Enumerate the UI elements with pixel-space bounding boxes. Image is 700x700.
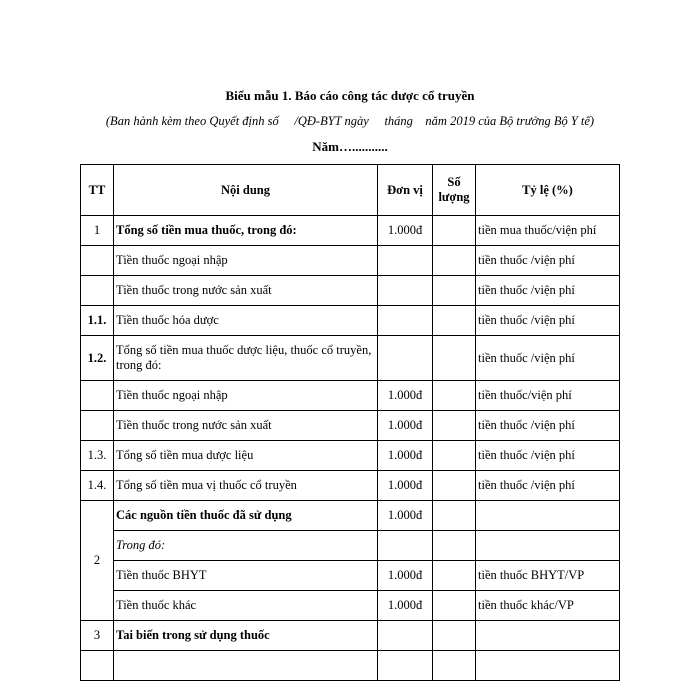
row-content: Tiền thuốc ngoại nhập — [114, 381, 378, 411]
row-unit — [378, 276, 433, 306]
row-tt: 1.3. — [81, 441, 114, 471]
header-tt: TT — [81, 165, 114, 216]
row-unit — [378, 306, 433, 336]
table-row — [81, 621, 620, 651]
row-quantity — [433, 246, 476, 276]
row-content: Tiền thuốc ngoại nhập — [114, 246, 378, 276]
row-ratio: tiền thuốc /viện phí — [476, 411, 620, 441]
row-content: Tổng số tiền mua thuốc, trong đó: — [114, 216, 378, 246]
table-row — [81, 306, 620, 336]
row-ratio — [476, 531, 620, 561]
row-unit — [378, 531, 433, 561]
year-line: Năm…........... — [312, 139, 388, 154]
header-quantity-line2: lượng — [438, 190, 470, 204]
row-tt: 1.1. — [81, 306, 114, 336]
row-tt — [81, 381, 114, 411]
header-unit: Đơn vị — [378, 165, 433, 216]
row-unit — [378, 246, 433, 276]
row-content: Tiền thuốc BHYT — [114, 561, 378, 591]
header-ratio: Tỷ lệ (%) — [476, 165, 620, 216]
row-quantity — [433, 441, 476, 471]
row-quantity — [433, 276, 476, 306]
row-content: Tiền thuốc trong nước sản xuất — [114, 276, 378, 306]
row-unit: 1.000đ — [378, 381, 433, 411]
row-unit: 1.000đ — [378, 441, 433, 471]
row-ratio: tiền mua thuốc/viện phí — [476, 216, 620, 246]
row-ratio: tiền thuốc /viện phí — [476, 246, 620, 276]
table-row — [81, 411, 620, 441]
table-row — [81, 561, 620, 591]
table-row — [81, 216, 620, 246]
row-ratio: tiền thuốc/viện phí — [476, 381, 620, 411]
row-quantity — [433, 471, 476, 501]
row-tt: 3 — [81, 621, 114, 651]
row-quantity — [433, 411, 476, 441]
table-row — [81, 441, 620, 471]
row-ratio: tiền thuốc /viện phí — [476, 336, 620, 381]
row-quantity — [433, 651, 476, 681]
row-tt: 2 — [81, 501, 114, 621]
row-ratio — [476, 621, 620, 651]
row-unit: 1.000đ — [378, 591, 433, 621]
row-quantity — [433, 306, 476, 336]
row-ratio: tiền thuốc /viện phí — [476, 471, 620, 501]
row-quantity — [433, 621, 476, 651]
table-row — [81, 531, 620, 561]
table-row — [81, 651, 620, 681]
row-ratio — [476, 651, 620, 681]
form-title: Biểu mẫu 1. Báo cáo công tác dược cổ truyền — [225, 88, 475, 103]
header-quantity — [433, 165, 476, 216]
row-content: Tổng số tiền mua dược liệu — [114, 441, 378, 471]
row-content: Trong đó: — [114, 531, 378, 561]
form-subtitle: (Ban hành kèm theo Quyết định số /QĐ-BYT ngày tháng năm 2019 của Bộ trưởng Bộ Y tế) — [105, 114, 595, 128]
table-row — [81, 501, 620, 531]
row-quantity — [433, 336, 476, 381]
table-row — [81, 276, 620, 306]
row-unit: 1.000đ — [378, 471, 433, 501]
row-ratio: tiền thuốc khác/VP — [476, 591, 620, 621]
row-content: Tai biến trong sử dụng thuốc — [114, 621, 378, 651]
row-ratio: tiền thuốc BHYT/VP — [476, 561, 620, 591]
row-tt — [81, 246, 114, 276]
row-unit — [378, 336, 433, 381]
table-row — [81, 591, 620, 621]
row-tt — [81, 276, 114, 306]
row-quantity — [433, 561, 476, 591]
row-tt — [81, 411, 114, 441]
row-ratio — [476, 501, 620, 531]
row-quantity — [433, 591, 476, 621]
row-unit: 1.000đ — [378, 411, 433, 441]
row-ratio: tiền thuốc /viện phí — [476, 441, 620, 471]
row-quantity — [433, 381, 476, 411]
row-content — [114, 651, 378, 681]
table-row — [81, 471, 620, 501]
row-content: Tiền thuốc khác — [114, 591, 378, 621]
row-quantity — [433, 216, 476, 246]
row-ratio: tiền thuốc /viện phí — [476, 306, 620, 336]
row-tt: 1.2. — [81, 336, 114, 381]
row-quantity — [433, 501, 476, 531]
row-content: Tổng số tiền mua vị thuốc cổ truyền — [114, 471, 378, 501]
row-unit — [378, 621, 433, 651]
row-tt — [81, 651, 114, 681]
header-content: Nội dung — [114, 165, 378, 216]
row-ratio: tiền thuốc /viện phí — [476, 276, 620, 306]
row-unit: 1.000đ — [378, 501, 433, 531]
header-row — [81, 165, 620, 216]
row-content: Tiền thuốc trong nước sản xuất — [114, 411, 378, 441]
row-content: Tiền thuốc hóa dược — [114, 306, 378, 336]
row-content: Tổng số tiền mua thuốc dược liệu, thuốc cổ truyền, trong đó: — [114, 336, 378, 381]
row-tt: 1.4. — [81, 471, 114, 501]
table-row — [81, 336, 620, 381]
row-unit: 1.000đ — [378, 216, 433, 246]
row-content: Các nguồn tiền thuốc đã sử dụng — [114, 501, 378, 531]
header-quantity-line1: Số — [447, 175, 461, 189]
report-table — [80, 164, 620, 681]
table-row — [81, 246, 620, 276]
row-unit — [378, 651, 433, 681]
row-unit: 1.000đ — [378, 561, 433, 591]
row-tt: 1 — [81, 216, 114, 246]
table-row — [81, 381, 620, 411]
row-quantity — [433, 531, 476, 561]
